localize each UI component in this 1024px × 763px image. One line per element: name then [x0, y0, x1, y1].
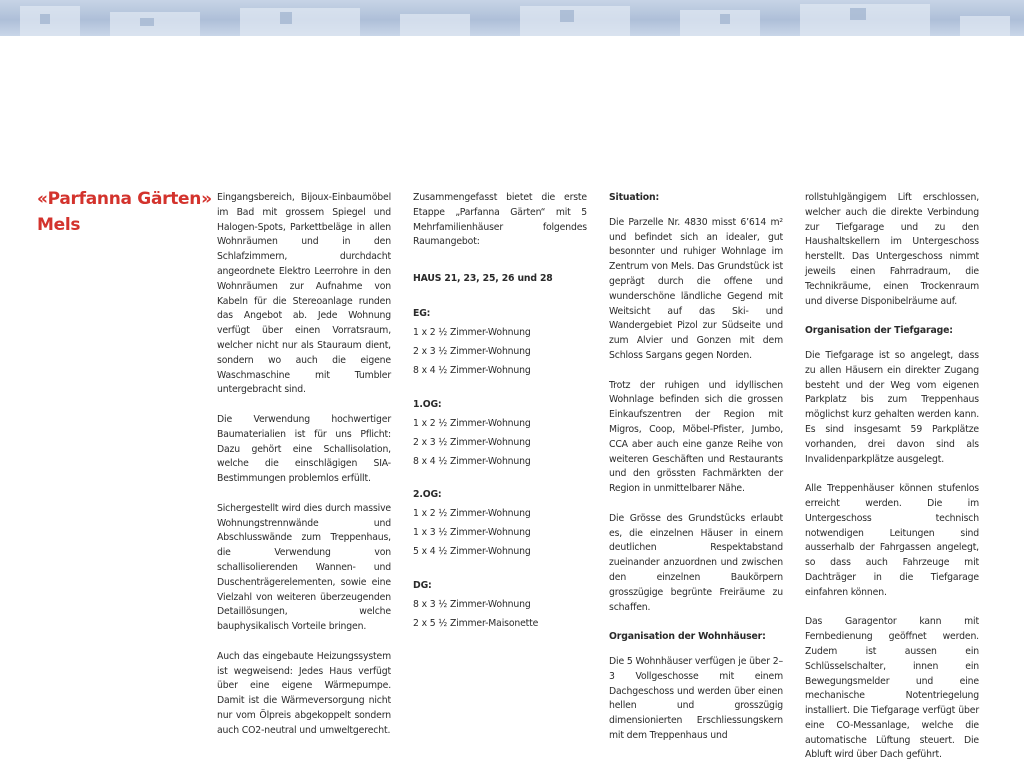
floor-heading-dg: DG: — [413, 580, 432, 592]
room-list-column — [413, 191, 587, 636]
paragraph: Das Garagentor kann mit Fernbedienung geöffnet werden. Zudem ist aussen ein Schlüsselschalter, innen ein Bewegungsmelder und eine mechanische Notentriegelung installiert. Die Tiefgarage verfügt über eine CO-Messanlage, welche die automatische Lüftung steuert. Die Abluft wird über Dach geführt. — [805, 616, 979, 761]
paragraph: Auch das eingebaute Heizungssystem ist wegweisend: Jedes Haus verfügt über eine eigene Wärmepumpe. Damit ist die Wärmeversorgung nicht nur vom Ölpreis abgekoppelt sondern auch CO2-neutral und umweltgerecht. — [217, 650, 391, 736]
paragraph: Die Tiefgarage ist so angelegt, dass zu allen Häusern ein direkter Zugang besteht und der Weg vom eigenen Parkplatz bis zum Treppenhaus möglichst kurz gehalten werden kann. Es sind insgesamt 59 Parkplätze vorhanden, drei davon sind als Invalidenparkplätze ausgelegt. — [805, 349, 979, 465]
paragraph: Die Parzelle Nr. 4830 misst 6’614 m² und befindet sich an idealer, gut besonnter und ruhiger Wohnlage im Zentrum von Mels. Das Grundstück ist geprägt durch die offene und wunderschöne ländliche Gegend mit Weitsicht auf das Ski- und Wandergebiet Pizol zur Südseite und zum Alvier und Gonzen mit dem Schloss Sargans gegen Norden. — [609, 216, 783, 361]
section-heading-tiefgarage: Organisation der Tiefgarage: — [805, 325, 953, 337]
list-item: 2 x 3 ½ Zimmer-Wohnung — [413, 436, 531, 448]
list-item: 8 x 4 ½ Zimmer-Wohnung — [413, 455, 531, 467]
paragraph: Trotz der ruhigen und idyllischen Wohnlage befinden sich die grossen Einkaufszentren der Region mit Migros, Coop, Möbel-Pfister, Jumbo, CCA aber auch eine ganze Reihe von weiteren Geschäften und Restaurants und den grössten Fachmärkten der Region in unmittelbarer Nähe. — [609, 379, 783, 495]
list-item: 2 x 5 ½ Zimmer-Maisonette — [413, 618, 539, 630]
list-item: 2 x 3 ½ Zimmer-Wohnung — [413, 345, 531, 357]
list-item: 1 x 2 ½ Zimmer-Wohnung — [413, 326, 531, 338]
paragraph: Eingangsbereich, Bijoux-Einbaumöbel im Bad mit grossem Spiegel und Halogen-Spots, Parkettbeläge in allen Wohnräumen und in den Schlafzimmern, durchdacht angeordnete Elektro Leerrohre in den Wohnräumen zur Aufnahme von Kabeln für die Stereoanlage runden das Angebot ab. Jede Wohnung verfügt über einen Vorratsraum, welcher nicht nur als Stauraum dient, sondern wo auch die eigene Waschmaschine mit Tumbler untergebracht sind. — [217, 192, 391, 396]
floor-heading-eg: EG: — [413, 307, 431, 319]
paragraph: Die 5 Wohnhäuser verfügen je über 2–3 Vollgeschosse mit einem Dachgeschoss und werden über einen hellen und grosszügig dimensionierten Erschliessungskern mit dem Treppenhaus und — [609, 655, 783, 741]
list-item: 1 x 3 ½ Zimmer-Wohnung — [413, 527, 531, 539]
page-title — [37, 186, 212, 238]
title-line-2: Mels — [37, 215, 81, 235]
title-line-1: «Parfanna Gärten» — [37, 189, 212, 209]
room-list-intro: Zusammengefasst bietet die erste Etappe „Parfanna Gärten“ mit 5 Mehrfamilienhäuser folgendes Raumangebot: — [413, 192, 587, 248]
text-column-1 — [217, 191, 391, 738]
section-heading-wohnhaeuser: Organisation der Wohnhäuser: — [609, 631, 766, 643]
list-item: 8 x 4 ½ Zimmer-Wohnung — [413, 364, 531, 376]
house-numbers-heading: HAUS 21, 23, 25, 26 und 28 — [413, 273, 553, 285]
text-column-3 — [609, 191, 783, 744]
paragraph: rollstuhlgängigem Lift erschlossen, welcher auch die direkte Verbindung zur Tiefgarage und zu den Haushaltskellern im Untergeschoss herstellt. Das Untergeschoss nimmt jeweils einen Fahrradraum, die Technikräume, einen Trockenraum und diverse Disponibelräume auf. — [805, 192, 979, 307]
header-photo-banner — [0, 0, 1024, 36]
list-item: 5 x 4 ½ Zimmer-Wohnung — [413, 546, 531, 558]
list-item: 1 x 2 ½ Zimmer-Wohnung — [413, 417, 531, 429]
section-heading-situation: Situation: — [609, 192, 660, 203]
list-item: 1 x 2 ½ Zimmer-Wohnung — [413, 508, 531, 520]
floor-heading-1og: 1.OG: — [413, 398, 442, 410]
paragraph: Die Verwendung hochwertiger Baumaterialien ist für uns Pflicht: Dazu gehört eine Schallisolation, welche die einschlägigen SIA-Bestimmungen problemlos erfüllt. — [217, 413, 391, 485]
text-column-4 — [805, 191, 979, 763]
list-item: 8 x 3 ½ Zimmer-Wohnung — [413, 599, 531, 611]
paragraph: Alle Treppenhäuser können stufenlos erreicht werden. Die im Untergeschoss technisch notwendigen Leitungen sind ausserhalb der Fahrgassen angelegt, so dass auch Fahrzeuge mit Dachträger in die Tiefgarage einfahren können. — [805, 483, 979, 598]
paragraph: Sichergestellt wird dies durch massive Wohnungstrennwände und Abschlusswände zum Treppenhaus, die Verwendung von schallisolierenden Wannen- und Duschenträgerelementen, sowie eine Vielzahl von weiteren überzeugenden Detaillösungen, welche bauphysikalisch Vorteile bringen. — [217, 502, 391, 633]
paragraph: Die Grösse des Grundstücks erlaubt es, die einzelnen Häuser in einem deutlichen Respektabstand zueinander anzuordnen und zwischen den einzelnen Baukörpern grosszügige begrünte Freiräume zu schaffen. — [609, 512, 783, 613]
floor-heading-2og: 2.OG: — [413, 489, 442, 501]
